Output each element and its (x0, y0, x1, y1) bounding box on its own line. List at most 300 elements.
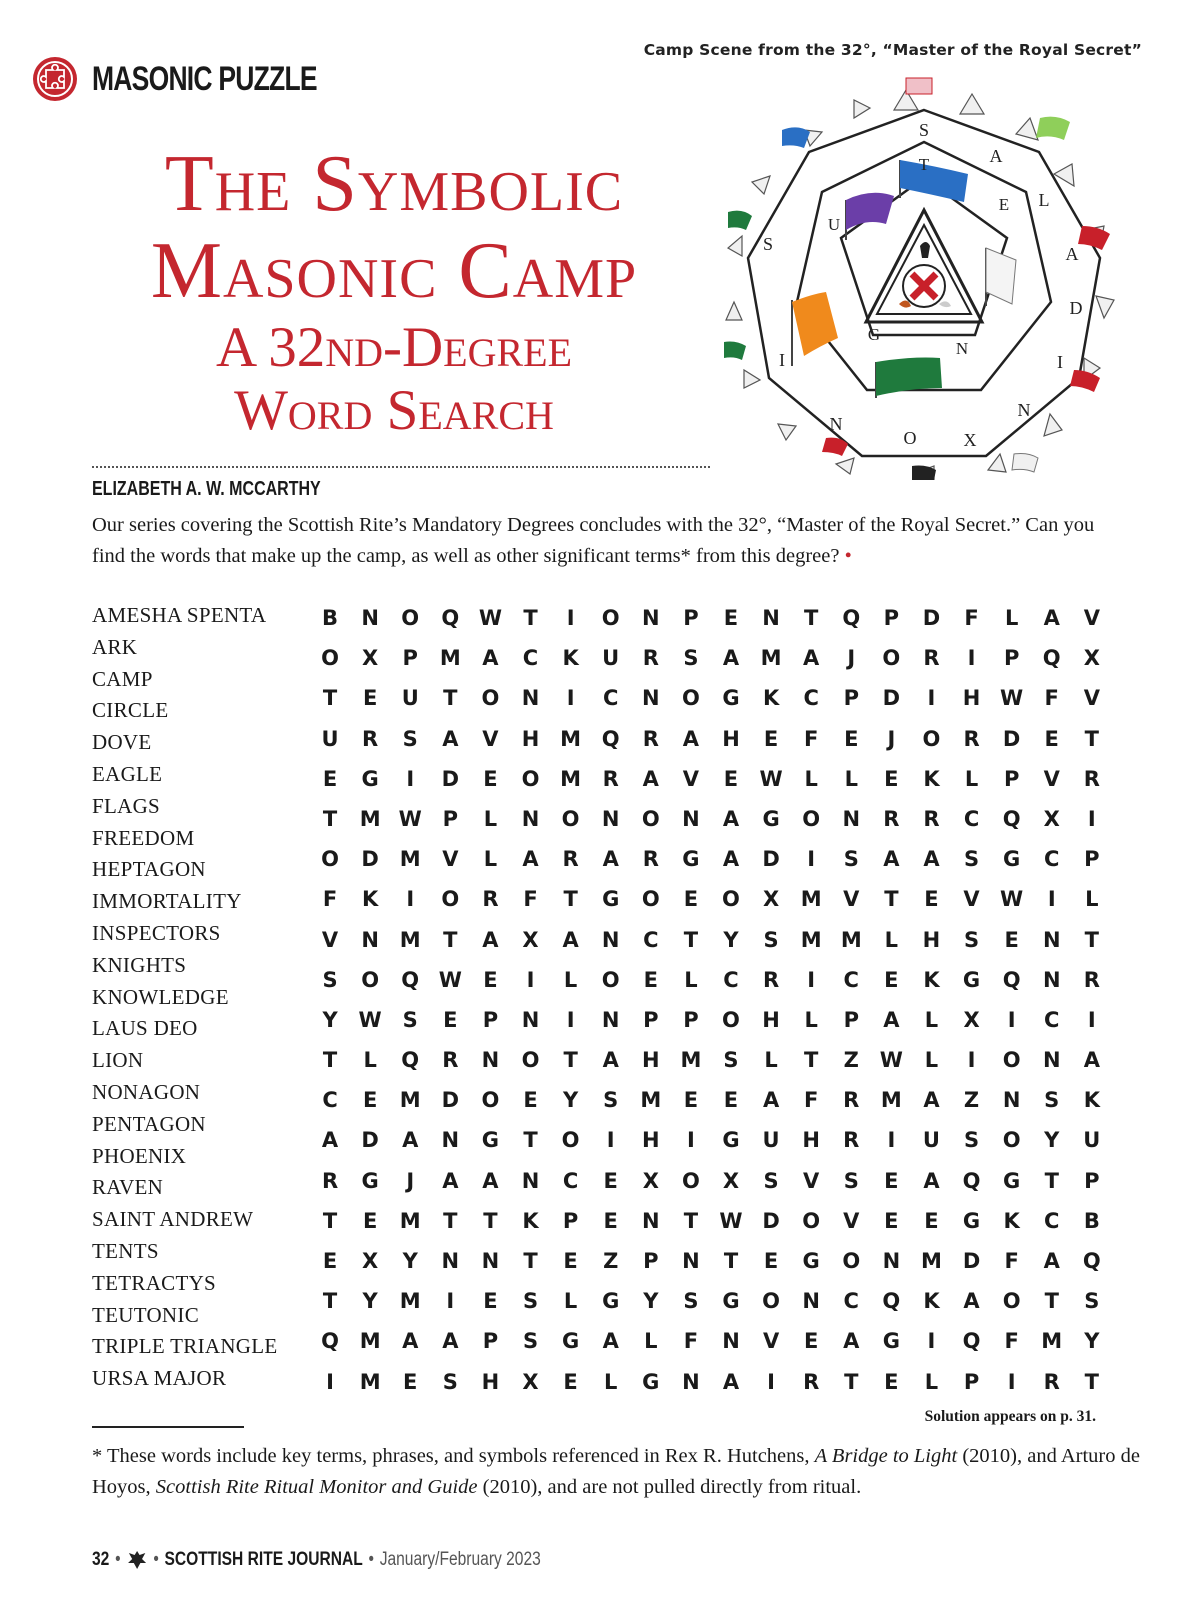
grid-letter[interactable]: R (963, 726, 980, 751)
grid-letter[interactable]: E (362, 1208, 378, 1233)
grid-letter[interactable]: L (804, 766, 818, 791)
grid-letter[interactable]: E (603, 1208, 618, 1233)
grid-letter[interactable]: S (963, 927, 980, 952)
grid-letter[interactable]: V (1043, 766, 1060, 791)
grid-letter[interactable]: Q (441, 606, 460, 630)
grid-letter[interactable]: A (883, 1007, 900, 1032)
grid-letter[interactable]: W (358, 1007, 382, 1032)
grid-letter[interactable]: I (606, 1128, 615, 1153)
grid-letter[interactable]: N (642, 606, 660, 630)
grid-letter[interactable]: M (399, 1289, 421, 1314)
grid-letter[interactable]: E (924, 887, 939, 912)
grid-letter[interactable]: P (562, 1208, 579, 1233)
grid-letter[interactable]: E (763, 726, 779, 751)
grid-letter[interactable]: M (359, 1369, 381, 1394)
grid-letter[interactable]: L (924, 1048, 939, 1073)
grid-letter[interactable]: N (441, 1249, 460, 1273)
grid-letter[interactable]: G (481, 1128, 500, 1153)
grid-letter[interactable]: D (922, 606, 941, 630)
grid-letter[interactable]: H (922, 927, 941, 952)
grid-letter[interactable]: W (438, 967, 462, 992)
grid-letter[interactable]: C (843, 967, 859, 992)
grid-letter[interactable]: A (442, 1329, 459, 1354)
grid-letter[interactable]: V (1083, 606, 1100, 630)
grid-letter[interactable]: A (923, 1088, 940, 1113)
grid-letter[interactable]: H (962, 686, 981, 711)
grid-letter[interactable]: O (361, 967, 380, 992)
grid-letter[interactable]: G (561, 1329, 580, 1354)
grid-letter[interactable]: K (923, 967, 940, 992)
grid-letter[interactable]: K (1003, 1208, 1020, 1233)
grid-letter[interactable]: P (1003, 766, 1020, 791)
grid-letter[interactable]: R (843, 1088, 860, 1113)
grid-letter[interactable]: N (1042, 967, 1061, 992)
grid-letter[interactable]: Q (1082, 1249, 1101, 1273)
grid-letter[interactable]: S (522, 1329, 539, 1354)
grid-letter[interactable]: A (402, 1329, 419, 1354)
grid-letter[interactable]: A (442, 1168, 459, 1193)
grid-letter[interactable]: L (684, 967, 698, 992)
grid-letter[interactable]: N (682, 1249, 700, 1273)
grid-letter[interactable]: M (399, 1088, 421, 1113)
grid-letter[interactable]: G (962, 967, 981, 992)
grid-letter[interactable]: X (722, 1168, 740, 1193)
grid-letter[interactable]: I (686, 1128, 695, 1153)
grid-letter[interactable]: O (601, 967, 620, 992)
grid-letter[interactable]: W (478, 606, 502, 630)
grid-letter[interactable]: E (483, 766, 498, 791)
grid-letter[interactable]: N (1042, 1048, 1061, 1073)
grid-letter[interactable]: O (762, 1289, 780, 1314)
grid-letter[interactable]: E (723, 1088, 739, 1113)
grid-letter[interactable]: Q (882, 1289, 901, 1314)
grid-letter[interactable]: I (807, 847, 816, 872)
grid-letter[interactable]: R (321, 1168, 339, 1193)
grid-letter[interactable]: M (640, 1088, 662, 1113)
grid-letter[interactable]: L (563, 1289, 578, 1314)
grid-letter[interactable]: N (521, 806, 540, 831)
grid-letter[interactable]: H (642, 1128, 660, 1153)
grid-letter[interactable]: S (603, 1088, 619, 1113)
grid-letter[interactable]: Y (563, 1088, 579, 1113)
grid-letter[interactable]: T (804, 1048, 819, 1073)
grid-letter[interactable]: T (322, 686, 338, 711)
grid-letter[interactable]: S (963, 1128, 980, 1153)
grid-letter[interactable]: C (562, 1168, 579, 1193)
grid-letter[interactable]: M (840, 927, 862, 952)
grid-letter[interactable]: E (844, 726, 859, 751)
grid-letter[interactable]: P (643, 1249, 659, 1273)
grid-letter[interactable]: S (402, 726, 418, 751)
grid-letter[interactable]: R (762, 967, 780, 992)
grid-letter[interactable]: O (601, 606, 620, 630)
grid-letter[interactable]: L (604, 1369, 618, 1394)
grid-letter[interactable]: T (322, 1048, 338, 1073)
grid-letter[interactable]: I (1007, 1369, 1016, 1394)
grid-letter[interactable]: A (843, 1329, 860, 1354)
grid-letter[interactable]: D (762, 847, 780, 872)
grid-letter[interactable]: K (923, 1289, 940, 1314)
grid-letter[interactable]: Q (962, 1329, 981, 1354)
grid-letter[interactable]: X (1083, 646, 1100, 671)
grid-letter[interactable]: E (483, 1289, 498, 1314)
grid-letter[interactable]: N (642, 686, 660, 711)
grid-letter[interactable]: T (523, 606, 538, 630)
grid-letter[interactable]: A (482, 927, 499, 952)
grid-letter[interactable]: B (322, 606, 339, 630)
grid-letter[interactable]: T (443, 1208, 458, 1233)
grid-letter[interactable]: K (762, 686, 780, 711)
grid-letter[interactable]: E (362, 1088, 378, 1113)
grid-letter[interactable]: N (601, 1007, 620, 1032)
grid-letter[interactable]: I (807, 967, 816, 992)
grid-letter[interactable]: D (441, 766, 460, 791)
grid-letter[interactable]: O (641, 806, 660, 831)
grid-letter[interactable]: G (722, 1289, 740, 1314)
grid-letter[interactable]: E (884, 1208, 899, 1233)
grid-letter[interactable]: H (722, 726, 740, 751)
grid-letter[interactable]: V (803, 1168, 820, 1193)
grid-letter[interactable]: S (1044, 1088, 1060, 1113)
grid-letter[interactable]: I (767, 1369, 775, 1394)
grid-letter[interactable]: T (443, 686, 458, 711)
grid-letter[interactable]: N (682, 806, 700, 831)
grid-letter[interactable]: N (682, 1369, 700, 1394)
grid-letter[interactable]: A (602, 1048, 619, 1073)
grid-letter[interactable]: T (1044, 1289, 1059, 1314)
grid-letter[interactable]: F (523, 887, 538, 912)
grid-letter[interactable]: I (406, 766, 415, 791)
grid-letter[interactable]: I (566, 606, 575, 630)
grid-letter[interactable]: S (763, 1168, 779, 1193)
grid-letter[interactable]: W (879, 1048, 903, 1073)
grid-letter[interactable]: A (762, 1088, 780, 1113)
grid-letter[interactable]: A (923, 847, 940, 872)
grid-letter[interactable]: O (321, 847, 339, 872)
grid-letter[interactable]: M (800, 927, 822, 952)
grid-letter[interactable]: S (1084, 1289, 1100, 1314)
grid-letter[interactable]: O (802, 1208, 821, 1233)
grid-letter[interactable]: V (843, 887, 860, 912)
grid-letter[interactable]: F (1004, 1329, 1019, 1354)
grid-letter[interactable]: G (361, 1168, 379, 1193)
grid-letter[interactable]: O (802, 806, 821, 831)
grid-letter[interactable]: F (322, 887, 338, 912)
grid-letter[interactable]: N (601, 927, 620, 952)
grid-letter[interactable]: O (641, 887, 660, 912)
grid-letter[interactable]: G (882, 1329, 900, 1354)
grid-letter[interactable]: T (563, 1048, 578, 1073)
grid-letter[interactable]: I (1087, 1007, 1096, 1032)
grid-letter[interactable]: E (563, 1249, 578, 1273)
grid-letter[interactable]: E (723, 606, 739, 630)
grid-letter[interactable]: T (483, 1208, 498, 1233)
grid-letter[interactable]: U (1083, 1128, 1101, 1153)
grid-letter[interactable]: T (1084, 927, 1099, 952)
grid-letter[interactable]: D (762, 1208, 780, 1233)
grid-letter[interactable]: W (1000, 686, 1024, 711)
grid-letter[interactable]: T (723, 1249, 739, 1273)
grid-letter[interactable]: E (1044, 726, 1059, 751)
grid-letter[interactable]: P (963, 1369, 980, 1394)
grid-letter[interactable]: R (923, 646, 940, 671)
grid-letter[interactable]: L (363, 1048, 377, 1073)
grid-letter[interactable]: N (481, 1048, 500, 1073)
grid-letter[interactable]: A (321, 1128, 339, 1153)
grid-letter[interactable]: O (521, 1048, 540, 1073)
grid-letter[interactable]: O (561, 806, 580, 831)
grid-letter[interactable]: T (804, 606, 819, 630)
grid-letter[interactable]: I (927, 1329, 936, 1354)
grid-letter[interactable]: R (562, 847, 579, 872)
grid-letter[interactable]: N (521, 1168, 540, 1193)
grid-letter[interactable]: A (722, 646, 740, 671)
grid-letter[interactable]: T (443, 927, 458, 952)
grid-letter[interactable]: G (962, 1208, 981, 1233)
grid-letter[interactable]: O (882, 646, 901, 671)
grid-letter[interactable]: T (844, 1369, 859, 1394)
grid-letter[interactable]: X (362, 646, 379, 671)
grid-letter[interactable]: P (1084, 847, 1100, 872)
grid-letter[interactable]: T (884, 887, 899, 912)
grid-letter[interactable]: D (361, 1128, 379, 1153)
grid-letter[interactable]: C (522, 646, 539, 671)
grid-letter[interactable]: M (680, 1048, 702, 1073)
grid-letter[interactable]: I (1087, 806, 1096, 831)
grid-letter[interactable]: T (1084, 726, 1099, 751)
grid-letter[interactable]: M (439, 646, 461, 671)
grid-letter[interactable]: K (562, 646, 579, 671)
grid-letter[interactable]: M (800, 887, 822, 912)
grid-letter[interactable]: M (399, 1208, 421, 1233)
grid-letter[interactable]: A (482, 1168, 499, 1193)
grid-letter[interactable]: X (522, 1369, 539, 1394)
grid-letter[interactable]: X (963, 1007, 980, 1032)
grid-letter[interactable]: V (963, 887, 980, 912)
grid-letter[interactable]: P (643, 1007, 659, 1032)
grid-letter[interactable]: J (887, 726, 896, 751)
grid-letter[interactable]: L (764, 1048, 778, 1073)
grid-letter[interactable]: O (561, 1128, 580, 1153)
grid-letter[interactable]: A (602, 847, 619, 872)
grid-letter[interactable]: U (321, 726, 339, 751)
grid-letter[interactable]: M (760, 646, 782, 671)
grid-letter[interactable]: O (441, 887, 460, 912)
grid-letter[interactable]: T (322, 806, 338, 831)
grid-letter[interactable]: S (522, 1289, 539, 1314)
grid-letter[interactable]: R (642, 726, 659, 751)
grid-letter[interactable]: O (321, 646, 339, 671)
grid-letter[interactable]: Y (322, 1007, 338, 1032)
grid-letter[interactable]: Z (963, 1088, 980, 1113)
grid-letter[interactable]: T (683, 927, 699, 952)
grid-letter[interactable]: C (963, 806, 980, 831)
grid-letter[interactable]: I (326, 1369, 334, 1394)
grid-letter[interactable]: R (482, 887, 499, 912)
grid-letter[interactable]: A (602, 1329, 619, 1354)
grid-letter[interactable]: T (563, 887, 578, 912)
grid-letter[interactable]: O (681, 1168, 700, 1193)
grid-letter[interactable]: E (924, 1208, 939, 1233)
grid-letter[interactable]: Q (842, 606, 861, 630)
grid-letter[interactable]: B (1083, 1208, 1100, 1233)
grid-letter[interactable]: T (322, 1208, 338, 1233)
grid-letter[interactable]: N (762, 606, 780, 630)
grid-letter[interactable]: D (962, 1249, 981, 1273)
grid-letter[interactable]: D (441, 1088, 460, 1113)
grid-letter[interactable]: J (847, 646, 856, 671)
grid-letter[interactable]: O (481, 686, 500, 711)
grid-letter[interactable]: E (362, 686, 378, 711)
grid-letter[interactable]: P (683, 606, 699, 630)
grid-letter[interactable]: P (1003, 646, 1020, 671)
grid-letter[interactable]: T (523, 1128, 538, 1153)
grid-letter[interactable]: T (1044, 1168, 1059, 1193)
grid-letter[interactable]: H (802, 1128, 820, 1153)
grid-letter[interactable]: F (803, 1088, 819, 1113)
grid-letter[interactable]: L (1085, 887, 1099, 912)
grid-letter[interactable]: P (1084, 1168, 1100, 1193)
grid-letter[interactable]: Q (601, 726, 620, 751)
grid-letter[interactable]: N (601, 806, 620, 831)
grid-letter[interactable]: T (322, 1289, 338, 1314)
grid-letter[interactable]: C (803, 686, 819, 711)
grid-letter[interactable]: E (884, 1369, 899, 1394)
grid-letter[interactable]: K (923, 766, 940, 791)
grid-letter[interactable]: R (883, 806, 900, 831)
grid-letter[interactable]: S (963, 847, 980, 872)
grid-letter[interactable]: C (322, 1088, 338, 1113)
grid-letter[interactable]: E (884, 1168, 899, 1193)
grid-letter[interactable]: A (722, 806, 740, 831)
grid-letter[interactable]: O (521, 766, 540, 791)
grid-letter[interactable]: R (923, 806, 940, 831)
grid-letter[interactable]: I (887, 1128, 896, 1153)
grid-letter[interactable]: U (602, 646, 620, 671)
grid-letter[interactable]: R (803, 1369, 820, 1394)
grid-letter[interactable]: Y (1044, 1128, 1060, 1153)
grid-letter[interactable]: A (482, 646, 499, 671)
grid-letter[interactable]: N (722, 1329, 740, 1354)
grid-letter[interactable]: P (402, 646, 418, 671)
grid-letter[interactable]: R (1083, 967, 1100, 992)
grid-letter[interactable]: R (442, 1048, 459, 1073)
grid-letter[interactable]: G (602, 887, 620, 912)
grid-letter[interactable]: F (964, 606, 979, 630)
grid-letter[interactable]: Q (1002, 806, 1021, 831)
grid-letter[interactable]: E (683, 1088, 699, 1113)
grid-letter[interactable]: R (843, 1128, 860, 1153)
grid-letter[interactable]: O (722, 1007, 740, 1032)
grid-letter[interactable]: P (683, 1007, 699, 1032)
grid-letter[interactable]: I (967, 646, 976, 671)
grid-letter[interactable]: I (927, 686, 936, 711)
grid-letter[interactable]: K (1083, 1088, 1100, 1113)
grid-letter[interactable]: L (483, 847, 498, 872)
grid-letter[interactable]: P (843, 1007, 859, 1032)
grid-letter[interactable]: D (882, 686, 901, 711)
grid-letter[interactable]: A (722, 847, 740, 872)
grid-letter[interactable]: N (1002, 1088, 1021, 1113)
grid-letter[interactable]: E (523, 1088, 538, 1113)
grid-letter[interactable]: T (683, 1208, 699, 1233)
grid-letter[interactable]: N (361, 606, 379, 630)
grid-letter[interactable]: E (683, 887, 699, 912)
grid-letter[interactable]: V (682, 766, 700, 791)
grid-letter[interactable]: K (362, 887, 379, 912)
grid-letter[interactable]: E (322, 766, 338, 791)
grid-letter[interactable]: N (842, 806, 861, 831)
grid-letter[interactable]: W (719, 1208, 743, 1233)
grid-letter[interactable]: S (763, 927, 779, 952)
grid-letter[interactable]: N (642, 1208, 660, 1233)
grid-letter[interactable]: O (842, 1249, 861, 1273)
grid-letter[interactable]: S (683, 646, 699, 671)
grid-letter[interactable]: S (843, 1168, 859, 1193)
grid-letter[interactable]: A (682, 726, 700, 751)
grid-letter[interactable]: Q (962, 1168, 981, 1193)
grid-letter[interactable]: Y (643, 1289, 659, 1314)
grid-letter[interactable]: P (442, 806, 459, 831)
grid-letter[interactable]: P (482, 1329, 499, 1354)
grid-letter[interactable]: A (1083, 1048, 1100, 1073)
grid-letter[interactable]: M (1041, 1329, 1063, 1354)
grid-letter[interactable]: K (522, 1208, 539, 1233)
grid-letter[interactable]: E (803, 1329, 819, 1354)
grid-letter[interactable]: I (526, 967, 535, 992)
grid-letter[interactable]: V (442, 847, 459, 872)
grid-letter[interactable]: T (523, 1249, 538, 1273)
grid-letter[interactable]: R (1043, 1369, 1060, 1394)
grid-letter[interactable]: E (884, 967, 899, 992)
grid-letter[interactable]: W (759, 766, 783, 791)
grid-letter[interactable]: I (446, 1289, 455, 1314)
grid-letter[interactable]: H (762, 1007, 780, 1032)
grid-letter[interactable]: V (1083, 686, 1100, 711)
grid-letter[interactable]: A (1043, 1249, 1060, 1273)
grid-letter[interactable]: C (643, 927, 659, 952)
grid-letter[interactable]: E (483, 967, 498, 992)
grid-letter[interactable]: L (644, 1329, 658, 1354)
grid-letter[interactable]: F (683, 1329, 699, 1354)
grid-letter[interactable]: Y (723, 927, 739, 952)
grid-letter[interactable]: C (1044, 1007, 1060, 1032)
grid-letter[interactable]: T (1084, 1369, 1099, 1394)
grid-letter[interactable]: W (398, 806, 422, 831)
grid-letter[interactable]: R (1083, 766, 1100, 791)
grid-letter[interactable]: O (401, 606, 420, 630)
grid-letter[interactable]: L (924, 1007, 939, 1032)
grid-letter[interactable]: E (603, 1168, 618, 1193)
grid-letter[interactable]: A (562, 927, 579, 952)
grid-letter[interactable]: M (560, 726, 582, 751)
grid-letter[interactable]: F (803, 726, 819, 751)
grid-letter[interactable]: C (602, 686, 619, 711)
grid-letter[interactable]: E (443, 1007, 458, 1032)
grid-letter[interactable]: O (1002, 1128, 1021, 1153)
grid-letter[interactable]: Q (401, 1048, 420, 1073)
grid-letter[interactable]: L (964, 766, 979, 791)
grid-letter[interactable]: S (442, 1369, 458, 1394)
grid-letter[interactable]: L (563, 967, 578, 992)
grid-letter[interactable]: E (723, 766, 739, 791)
grid-letter[interactable]: G (682, 847, 700, 872)
grid-letter[interactable]: V (482, 726, 499, 751)
grid-letter[interactable]: Y (1084, 1329, 1100, 1354)
grid-letter[interactable]: N (361, 927, 379, 952)
grid-letter[interactable]: E (643, 967, 658, 992)
grid-letter[interactable]: A (402, 1128, 419, 1153)
